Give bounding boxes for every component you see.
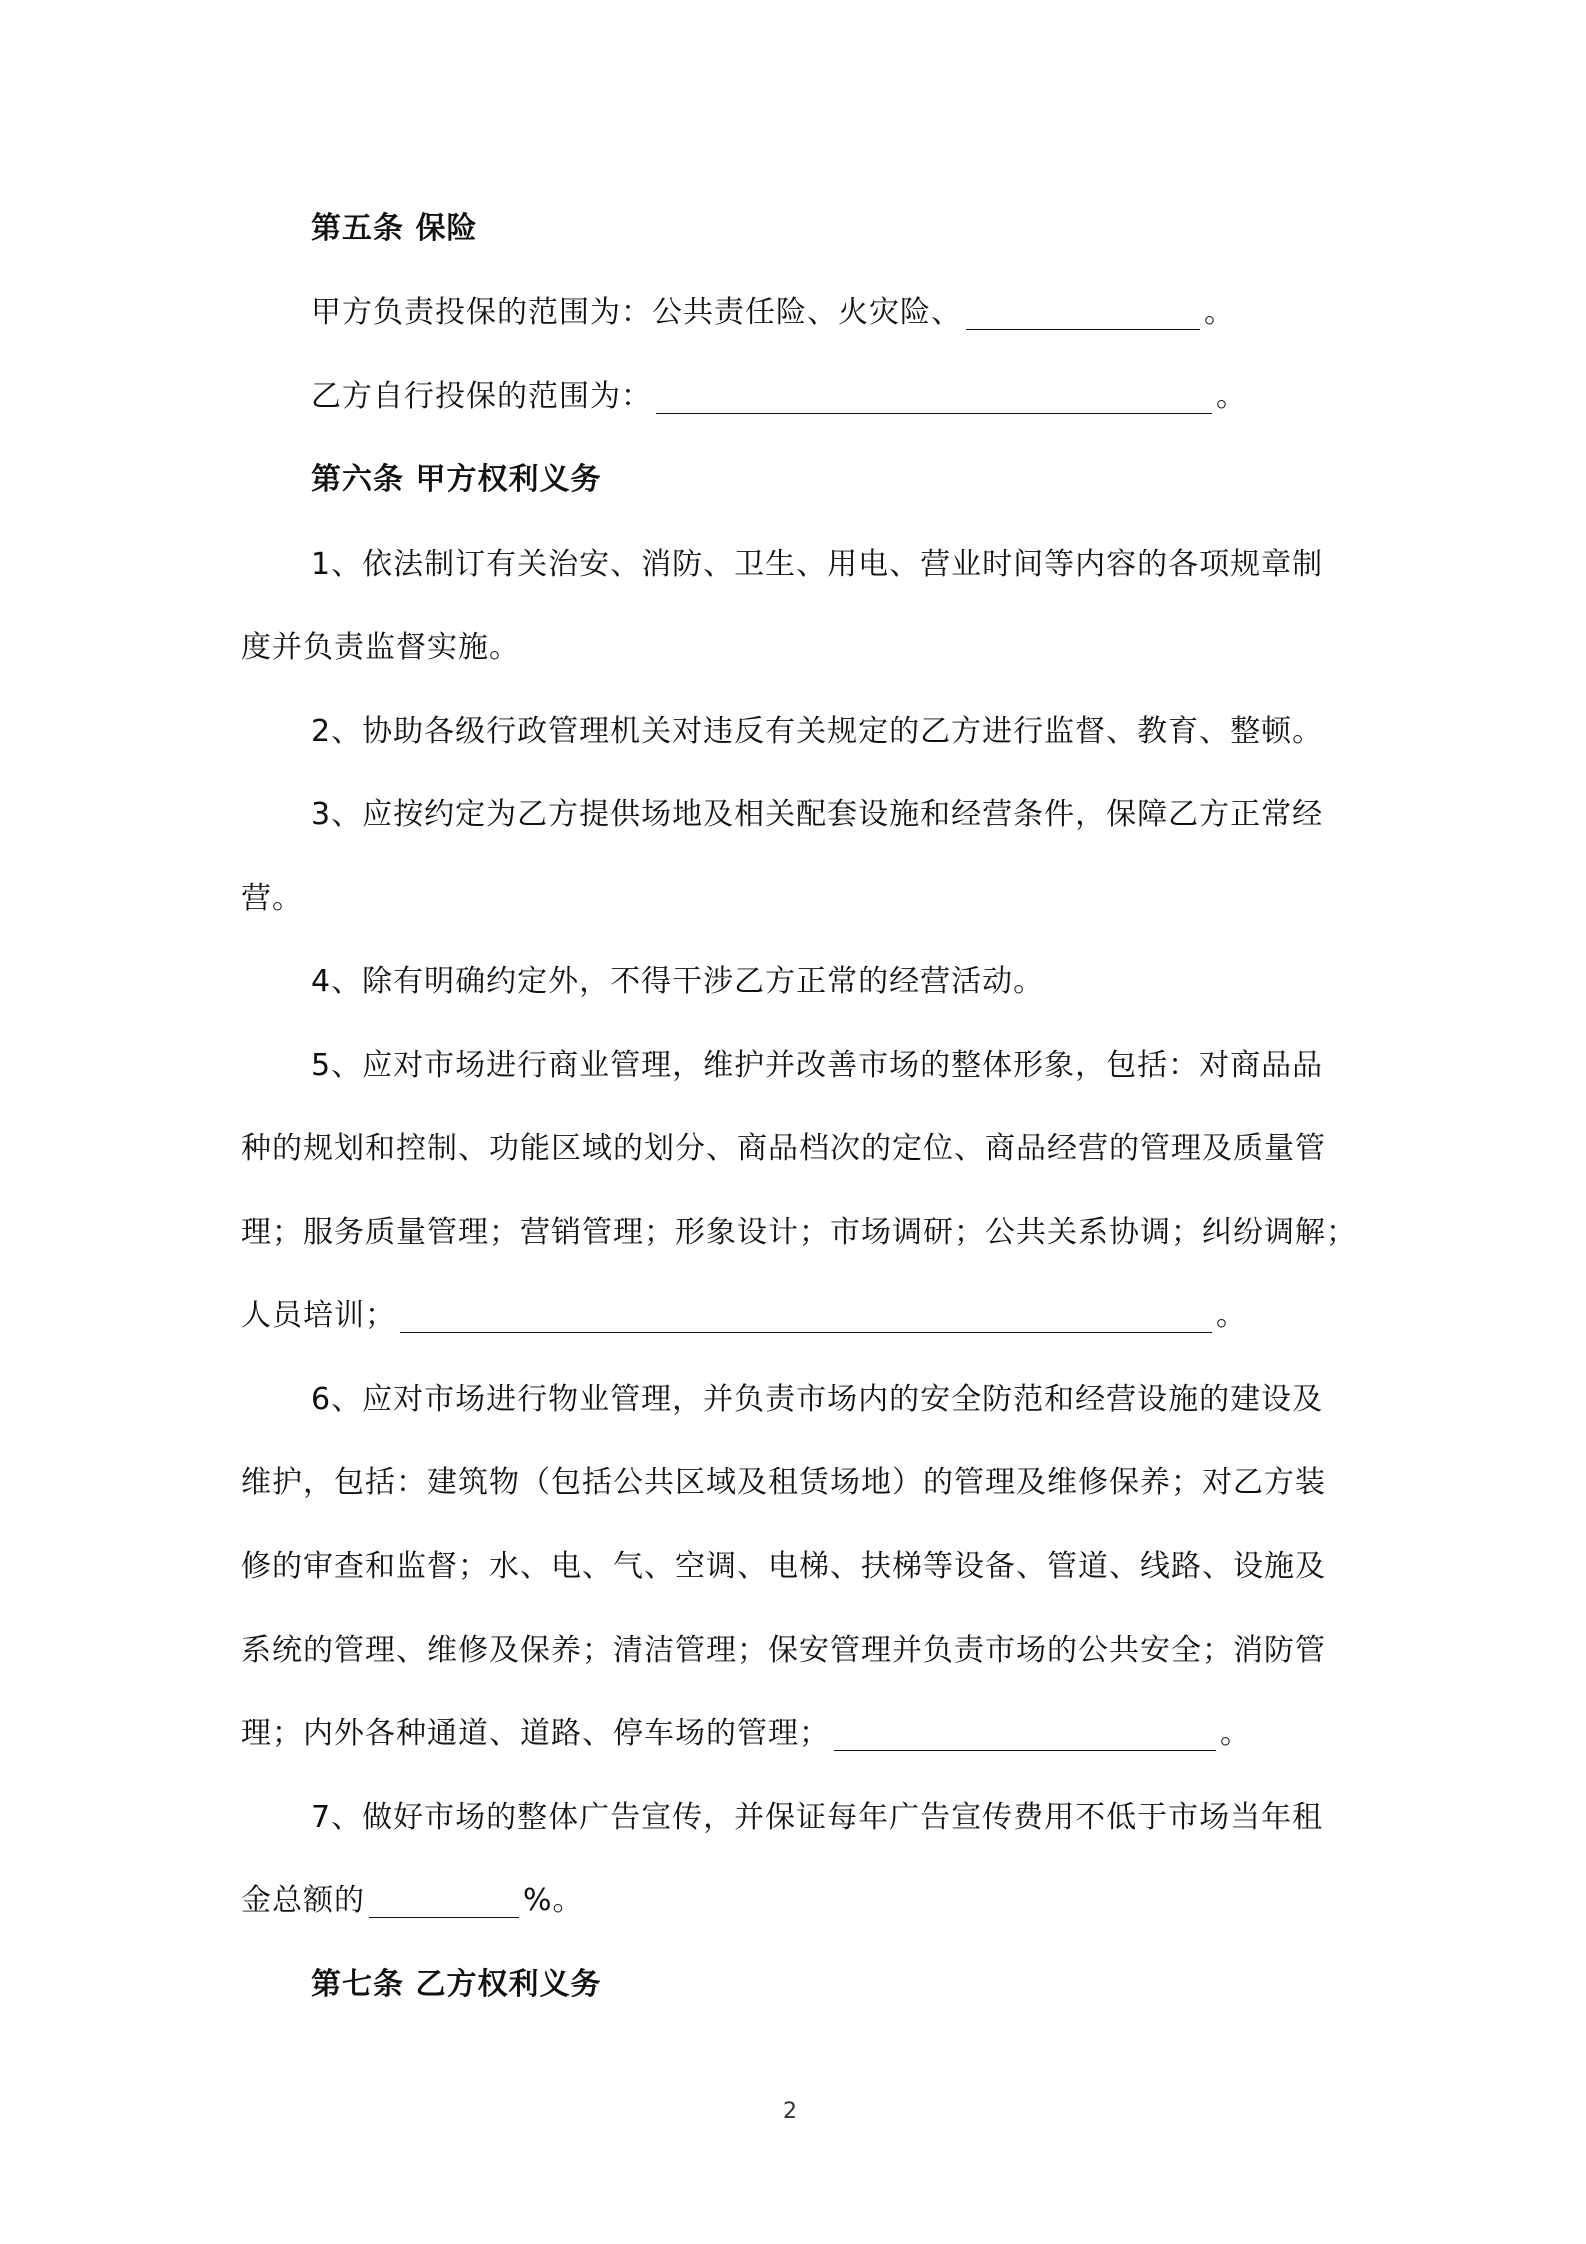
article-6-item-5-line-3: 理；服务质量管理；营销管理；形象设计；市场调研；公共关系协调；纠纷调解； [241,1215,1357,1250]
party-a-insurance-text: 甲方负责投保的范围为：公共责任险、火灾险、 [311,295,962,330]
roads-management-text: 理；内外各种通道、道路、停车场的管理； [241,1716,830,1751]
roads-management-blank[interactable] [834,1720,1216,1751]
party-a-insurance-line [311,293,1235,333]
article-7-heading: 第七条 乙方权利义务 [311,1967,602,2002]
roads-management-end: 。 [1220,1716,1251,1751]
article-6-item-1-line-1: 1、依法制订有关治安、消防、卫生、用电、营业时间等内容的各项规章制 [311,547,1324,582]
article-6-item-6-line-4: 系统的管理、维修及保养；清洁管理；保安管理并负责市场的公共安全；消防管 [241,1633,1326,1668]
article-6-item-5-line-1: 5、应对市场进行商业管理，维护并改善市场的整体形象，包括：对商品品 [311,1048,1324,1083]
article-6-item-6-line-5 [241,1714,1251,1754]
article-6-heading: 第六条 甲方权利义务 [311,462,602,497]
party-b-insurance-blank[interactable] [656,383,1212,414]
page-number: 2 [783,2099,797,2124]
staff-training-blank[interactable] [400,1302,1212,1333]
article-6-item-3-line-1: 3、应按约定为乙方提供场地及相关配套设施和经营条件，保障乙方正常经 [311,797,1324,832]
advertising-percentage-end: %。 [523,1883,584,1918]
party-a-insurance-end: 。 [1204,295,1235,330]
party-a-insurance-blank[interactable] [966,299,1200,330]
article-6-item-5-line-4 [241,1296,1247,1336]
staff-training-end: 。 [1216,1298,1247,1333]
article-6-item-6-line-2: 维护，包括：建筑物（包括公共区域及租赁场地）的管理及维修保养；对乙方装 [241,1465,1326,1500]
advertising-percentage-text: 金总额的 [241,1883,365,1918]
advertising-percentage-blank[interactable] [369,1887,519,1918]
article-5-heading: 第五条 保险 [311,211,478,246]
article-6-item-3-line-2: 营。 [241,881,303,916]
party-b-insurance-text: 乙方自行投保的范围为： [311,379,652,414]
article-6-item-7-line-2 [241,1881,584,1921]
article-6-item-6-line-3: 修的审查和监督；水、电、气、空调、电梯、扶梯等设备、管道、线路、设施及 [241,1549,1326,1584]
staff-training-text: 人员培训； [241,1298,396,1333]
article-6-item-7-line-1: 7、做好市场的整体广告宣传，并保证每年广告宣传费用不低于市场当年租 [311,1800,1324,1835]
party-b-insurance-line [311,377,1247,417]
article-6-item-1-line-2: 度并负责监督实施。 [241,630,520,665]
article-6-item-5-line-2: 种的规划和控制、功能区域的划分、商品档次的定位、商品经营的管理及质量管 [241,1131,1326,1166]
article-6-item-2-line-1: 2、协助各级行政管理机关对违反有关规定的乙方进行监督、教育、整顿。 [311,714,1324,749]
article-6-item-6-line-1: 6、应对市场进行物业管理，并负责市场内的安全防范和经营设施的建设及 [311,1382,1324,1417]
article-6-item-4-line-1: 4、除有明确约定外，不得干涉乙方正常的经营活动。 [311,964,1045,999]
party-b-insurance-end: 。 [1216,379,1247,414]
